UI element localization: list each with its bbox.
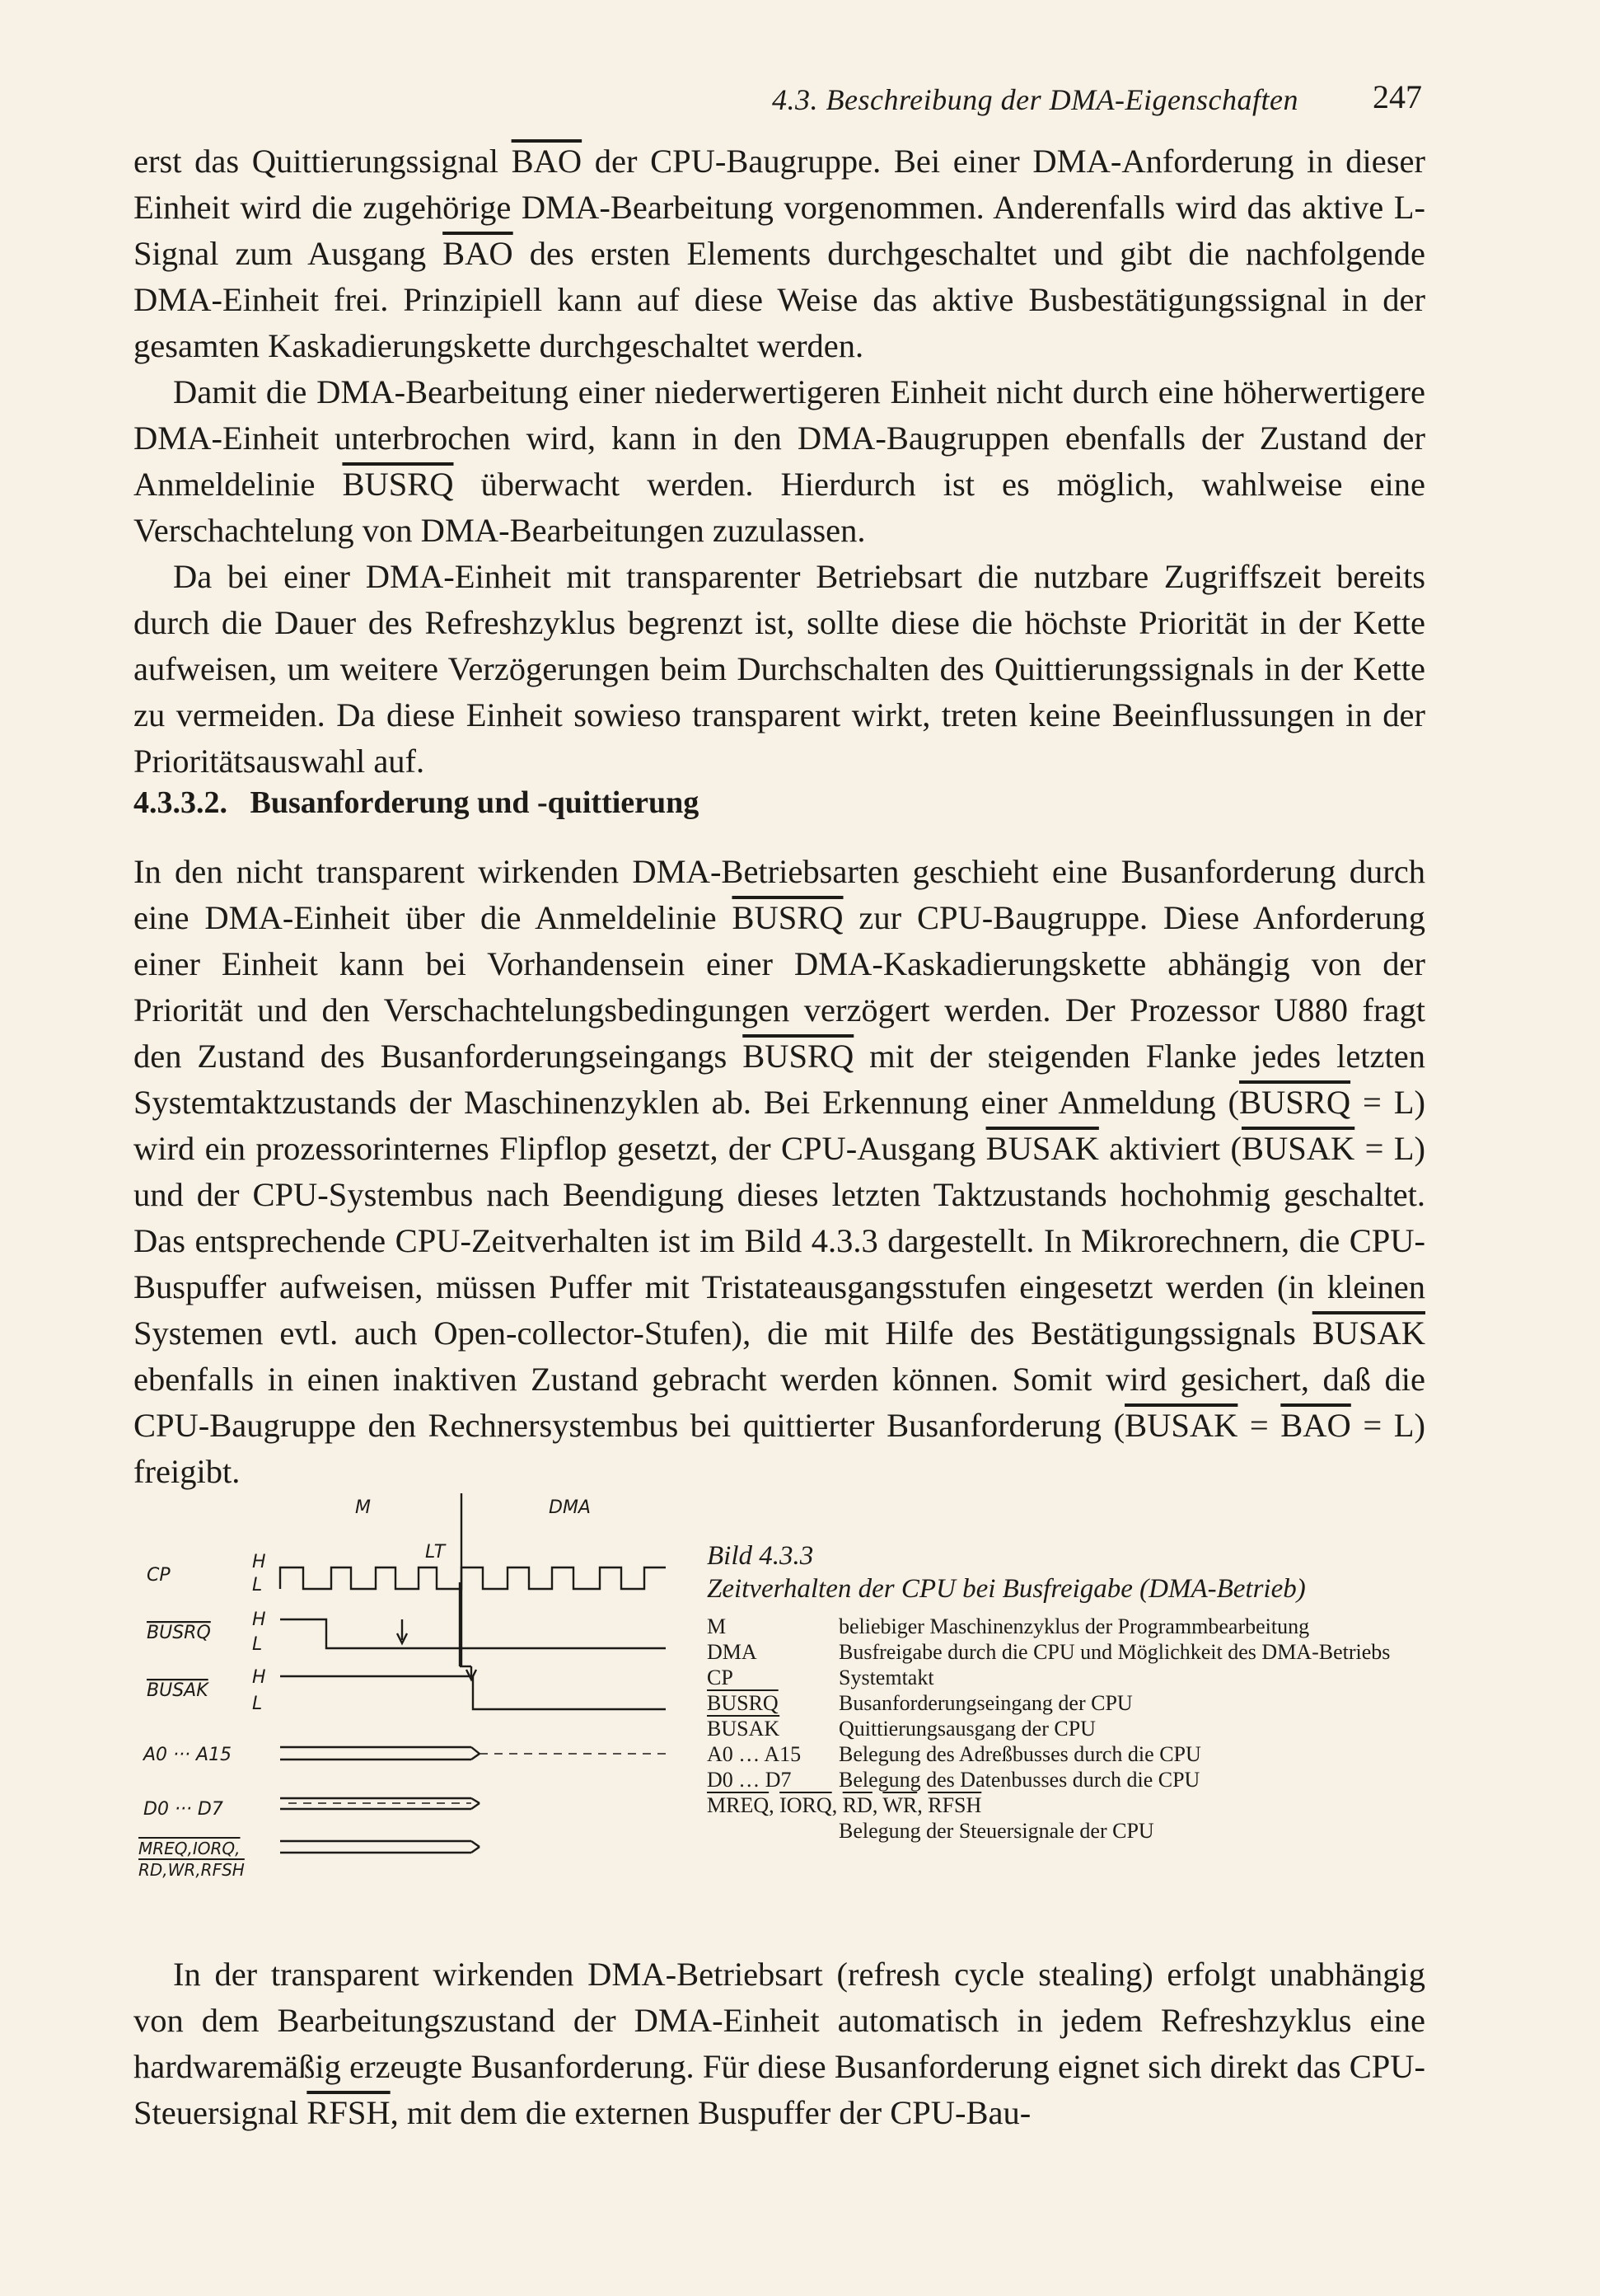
text-run: In der transparent wirkenden DMA-Betriebsart (refresh cycle stealing) erfolgt unabhängig von dem Bearbeitungszustand der DMA-Einheit automatisch in jedem Refreshzyklus eine hardwaremäßig erzeugte Busanforderung. Für diese Busanforderung eignet sich direkt das CPU-Steuersignal [133, 1956, 1425, 2131]
caption-title: Zeitverhalten der CPU bei Busfreigabe (DMA-Betrieb) [707, 1574, 1306, 1604]
paragraph-block-mid [133, 849, 1425, 1495]
label-dma: DMA [549, 1497, 591, 1518]
signal-label-busrq: BUSRQ [147, 1623, 211, 1643]
signal-label-address: A0 ··· A15 [143, 1745, 232, 1765]
label-lt: LT [425, 1542, 446, 1563]
legend-key: M [707, 1614, 727, 1638]
separator: , [769, 1793, 780, 1817]
text-run: , mit dem die externen Buspuffer der CPU-Bau- [390, 2094, 1032, 2131]
signal-name: BUSAK [985, 1130, 1099, 1167]
legend-row [707, 1614, 1415, 1639]
text-run: ebenfalls in einen inaktiven Zustand gebracht werden können. Somit wird gesichert, daß die CPU-Baugruppe den Rechnersystembus bei quittierter Busanforderung ( [133, 1361, 1425, 1444]
legend-value: Belegung des Adreßbusses durch die CPU [839, 1742, 1201, 1766]
text-run: mit der steigenden Flanke jedes letzten Systemtaktzustands der Maschinenzyklen ab. Bei Erkennung einer Anmeldung ( [133, 1038, 1425, 1121]
level-h-busak: H [252, 1667, 266, 1688]
level-l-busrq: L [252, 1634, 263, 1655]
legend-value: Systemtakt [839, 1666, 934, 1689]
control-signal-name: RFSH [928, 1793, 982, 1817]
legend-row [707, 1767, 1415, 1792]
text-run: = [1237, 1407, 1281, 1444]
signal-label-ctrl-2: RD,WR,RFSH [138, 1860, 245, 1880]
control-signal-name: $\overline{RD}$ [842, 1793, 873, 1817]
legend-value: Busfreigabe durch die CPU und Möglichkeit des DMA-Betriebs [839, 1640, 1391, 1664]
section-title: Busanforderung und -quittierung [250, 785, 699, 820]
signal-name: $\overline{BAO}$ [442, 235, 513, 272]
paragraph-block-bottom [133, 1952, 1425, 2136]
paragraph [133, 554, 1425, 785]
signal-label-busak: BUSAK [147, 1680, 208, 1701]
cp-waveform [280, 1567, 666, 1589]
signal-name: BUSAK [1241, 1130, 1355, 1167]
text-run: der CPU-Baugruppe. Bei einer DMA-Anforderung in dieser Einheit wird die zugehörige DMA-Bearbeitung vorgenommen. Anderenfalls wird das aktive L-Signal zum Ausgang [133, 143, 1426, 272]
page-number: 247 [1373, 78, 1422, 115]
text-run: = L) freigibt. [133, 1407, 1425, 1490]
signal-name: BUSRQ [342, 466, 454, 503]
busrq-waveform [280, 1619, 666, 1648]
level-h-busrq: H [252, 1610, 266, 1630]
figure-caption [707, 1539, 1415, 1844]
level-h-cp: H [252, 1552, 266, 1572]
text-run: Damit die DMA-Bearbeitung einer niederwertigeren Einheit nicht durch eine höherwertigere DMA-Einheit unterbrochen wird, kann in den DMA-Baugruppen ebenfalls der Zustand der Anmeldelinie [133, 373, 1425, 503]
text-run: Da bei einer DMA-Einheit mit transparenter Betriebsart die nutzbare Zugriffszeit bereits durch die Dauer des Refreshzyklus begrenzt ist, sollte diese die höchste Priorität in der Kette aufweisen, um weitere Verzögerungen beim Durchschalten des Quittierungssignals in der Kette zu vermeiden. Da diese Einheit sowieso transparent wirkt, treten keine Beeinflussungen in der Prioritätsauswahl auf. [133, 558, 1425, 780]
signal-label-data: D0 ··· D7 [143, 1799, 223, 1820]
caption-number: Bild 4.3.3 [707, 1541, 814, 1571]
legend-key: BUSAK [707, 1717, 780, 1741]
text-run: zur CPU-Baugruppe. Diese Anforderung einer Einheit kann bei Vorhandensein einer DMA-Kaskadierungskette abhängig von der Priorität und den Verschachtelungsbedingungen verzögert werden. Der Prozessor U880 fragt den Zustand des Busanforderungseingangs [133, 899, 1426, 1075]
paragraph [133, 138, 1425, 369]
signal-name: BUSAK [1312, 1314, 1425, 1352]
legend-row [707, 1690, 1415, 1716]
legend-key: A0 … A15 [707, 1742, 802, 1766]
signal-name: BUSAK [1125, 1407, 1238, 1444]
signal-label-cp: CP [147, 1565, 171, 1586]
legend-value: Busanforderungseingang der CPU [839, 1691, 1133, 1715]
text-run: erst das Quittierungssignal [133, 143, 512, 180]
paragraph [133, 1952, 1425, 2136]
level-l-cp: L [252, 1575, 263, 1595]
section-heading [133, 785, 699, 821]
legend-row-control [707, 1792, 1415, 1818]
control-signal-name: MREQ [707, 1793, 770, 1817]
signal-name: BUSRQ [732, 899, 844, 936]
paragraph-block-top [133, 138, 1425, 785]
legend-control-value: Belegung der Steuersignale der CPU [839, 1819, 1154, 1843]
legend-key: BUSRQ [707, 1691, 779, 1715]
legend-key: DMA [707, 1640, 757, 1664]
signal-name: $\overline{BAO}$ [1280, 1407, 1351, 1444]
signal-name: RFSH [306, 2094, 391, 2131]
signal-name: BUSRQ [742, 1038, 854, 1075]
paragraph [133, 849, 1425, 1495]
text-run: = L) wird ein prozessorinternes Flipflop gesetzt, der CPU-Ausgang [133, 1084, 1425, 1167]
text-run: des ersten Elements durchgeschaltet und gibt die nachfolgende DMA-Einheit frei. Prinzipiell kann auf diese Weise das aktive Busbestätigungssignal in der gesamten Kaskadierungskette durchgeschaltet werden. [133, 235, 1426, 364]
legend-row [707, 1716, 1415, 1741]
legend-control-keys [707, 1793, 981, 1817]
legend-row [707, 1639, 1415, 1665]
section-number: 4.3.3.2. [133, 785, 227, 820]
separator: , [917, 1793, 929, 1817]
running-title: 4.3. Beschreibung der DMA-Eigenschaften [771, 83, 1298, 116]
legend-key: CP [707, 1666, 733, 1689]
legend-row [707, 1741, 1415, 1767]
legend-key: D0 … D7 [707, 1768, 792, 1792]
caption-legend [707, 1614, 1415, 1792]
busak-waveform [280, 1676, 666, 1709]
separator: , [831, 1793, 843, 1817]
legend-row [707, 1665, 1415, 1690]
legend-control-value-row [707, 1818, 1415, 1844]
legend-value: Belegung des Datenbusses durch die CPU [839, 1768, 1200, 1792]
paragraph [133, 369, 1425, 554]
control-signal-name: IORQ [779, 1793, 832, 1817]
text-run: = L) und der CPU-Systembus nach Beendigung dieses letzten Taktzustands hochohmig geschaltet. Das entsprechende CPU-Zeitverhalten ist im Bild 4.3.3 dargestellt. In Mikrorechnern, die CPU-Buspuffer aufweisen, müssen Puffer mit Tristateausgangsstufen eingesetzt werden (in kleinen Systemen evtl. auch Open-collector-Stufen), die mit Hilfe des Bestätigungssignals [133, 1130, 1425, 1352]
timing-diagram [138, 1475, 699, 1904]
signal-name: $\overline{BAO}$ [511, 143, 582, 180]
text-run: überwacht werden. Hierdurch ist es möglich, wahlweise eine Verschachtelung von DMA-Bearbeitungen zuzulassen. [133, 466, 1425, 549]
signal-name: BUSRQ [1239, 1084, 1351, 1121]
signal-label-ctrl-1: MREQ,IORQ, [138, 1839, 241, 1858]
level-l-busak: L [252, 1694, 263, 1714]
legend-value: beliebiger Maschinenzyklus der Programmbearbeitung [839, 1614, 1310, 1638]
legend-value: Quittierungsausgang der CPU [839, 1717, 1096, 1741]
text-run: aktiviert ( [1098, 1130, 1242, 1167]
page-header [132, 77, 1422, 124]
control-signal-name: $\overline{WR}$ [882, 1793, 918, 1817]
separator: , [872, 1793, 883, 1817]
text-run: In den nicht transparent wirkenden DMA-Betriebsarten geschieht eine Busanforderung durch eine DMA-Einheit über die Anmeldelinie [133, 853, 1425, 936]
label-m: M [355, 1497, 371, 1518]
